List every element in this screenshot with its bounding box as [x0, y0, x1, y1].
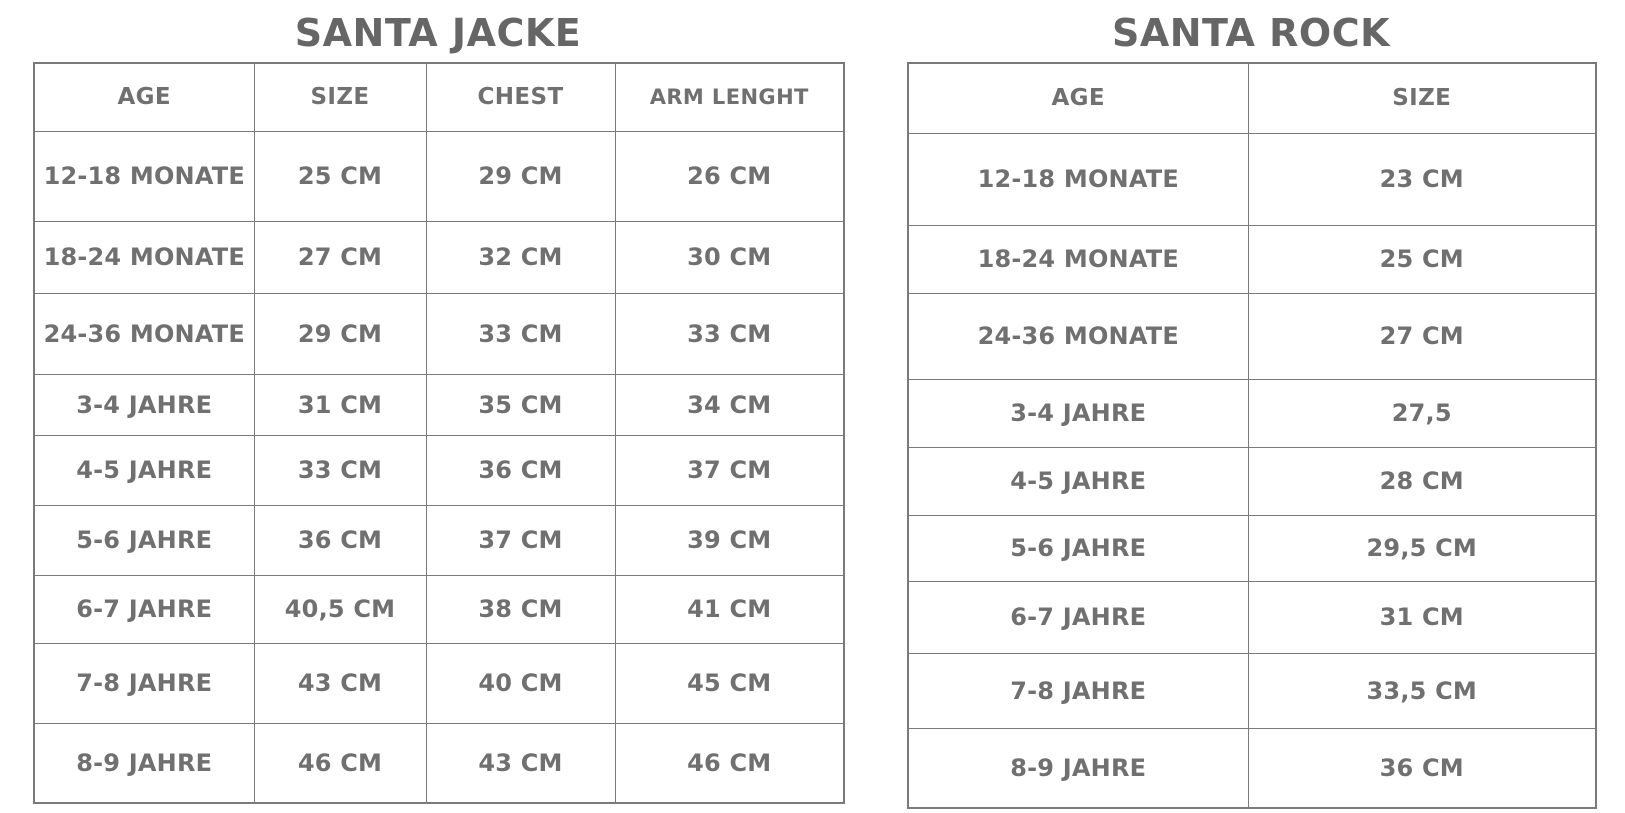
- header-chest: CHEST: [426, 63, 615, 131]
- size-cell: 29 CM: [254, 293, 426, 374]
- table-row: [34, 723, 844, 803]
- table-header-row: [908, 63, 1596, 133]
- size-cell: 27,5: [1248, 379, 1596, 447]
- table-row: [34, 575, 844, 643]
- age-cell: 6-7 JAHRE: [34, 575, 254, 643]
- chest-cell: 40 CM: [426, 643, 615, 723]
- table-row: [908, 379, 1596, 447]
- table-row: [908, 225, 1596, 293]
- size-cell: 25 CM: [254, 131, 426, 221]
- size-cell: 40,5 CM: [254, 575, 426, 643]
- table-row: [908, 728, 1596, 808]
- size-cell: 36 CM: [254, 505, 426, 575]
- size-cell: 46 CM: [254, 723, 426, 803]
- arm-length-cell: 46 CM: [615, 723, 844, 803]
- header-age: AGE: [908, 63, 1248, 133]
- santa-rock-size-table: [907, 62, 1597, 809]
- size-cell: 36 CM: [1248, 728, 1596, 808]
- arm-length-cell: 34 CM: [615, 374, 844, 435]
- table-row: [908, 293, 1596, 379]
- size-cell: 33 CM: [254, 435, 426, 505]
- size-cell: 31 CM: [254, 374, 426, 435]
- table-row: [908, 653, 1596, 728]
- size-cell: 27 CM: [1248, 293, 1596, 379]
- size-cell: 27 CM: [254, 221, 426, 293]
- age-cell: 3-4 JAHRE: [908, 379, 1248, 447]
- size-cell: 28 CM: [1248, 447, 1596, 515]
- size-cell: 23 CM: [1248, 133, 1596, 225]
- arm-length-cell: 33 CM: [615, 293, 844, 374]
- size-cell: 43 CM: [254, 643, 426, 723]
- age-cell: 5-6 JAHRE: [908, 515, 1248, 581]
- chest-cell: 35 CM: [426, 374, 615, 435]
- size-cell: 25 CM: [1248, 225, 1596, 293]
- table-row: [34, 131, 844, 221]
- age-cell: 7-8 JAHRE: [34, 643, 254, 723]
- table-header-row: [34, 63, 844, 131]
- header-size: SIZE: [254, 63, 426, 131]
- santa-jacke-title: SANTA JACKE: [294, 11, 582, 55]
- arm-length-cell: 26 CM: [615, 131, 844, 221]
- chest-cell: 38 CM: [426, 575, 615, 643]
- table-row: [34, 643, 844, 723]
- table-row: [908, 133, 1596, 225]
- age-cell: 4-5 JAHRE: [34, 435, 254, 505]
- header-arm-length: ARM LENGHT: [615, 63, 844, 131]
- santa-jacke-size-table: [33, 62, 845, 804]
- arm-length-cell: 37 CM: [615, 435, 844, 505]
- santa-jacke-section: [33, 0, 843, 813]
- age-cell: 12-18 MONATE: [908, 133, 1248, 225]
- age-cell: 18-24 MONATE: [34, 221, 254, 293]
- age-cell: 8-9 JAHRE: [34, 723, 254, 803]
- arm-length-cell: 39 CM: [615, 505, 844, 575]
- age-cell: 4-5 JAHRE: [908, 447, 1248, 515]
- age-cell: 24-36 MONATE: [908, 293, 1248, 379]
- chest-cell: 33 CM: [426, 293, 615, 374]
- age-cell: 18-24 MONATE: [908, 225, 1248, 293]
- table-row: [34, 435, 844, 505]
- table-row: [908, 581, 1596, 653]
- age-cell: 6-7 JAHRE: [908, 581, 1248, 653]
- chest-cell: 43 CM: [426, 723, 615, 803]
- arm-length-cell: 30 CM: [615, 221, 844, 293]
- chest-cell: 37 CM: [426, 505, 615, 575]
- header-size: SIZE: [1248, 63, 1596, 133]
- size-cell: 31 CM: [1248, 581, 1596, 653]
- age-cell: 5-6 JAHRE: [34, 505, 254, 575]
- size-cell: 33,5 CM: [1248, 653, 1596, 728]
- header-age: AGE: [34, 63, 254, 131]
- age-cell: 24-36 MONATE: [34, 293, 254, 374]
- chest-cell: 36 CM: [426, 435, 615, 505]
- table-row: [34, 293, 844, 374]
- chest-cell: 29 CM: [426, 131, 615, 221]
- table-row: [34, 374, 844, 435]
- age-cell: 12-18 MONATE: [34, 131, 254, 221]
- age-cell: 7-8 JAHRE: [908, 653, 1248, 728]
- santa-rock-section: [907, 0, 1595, 813]
- chest-cell: 32 CM: [426, 221, 615, 293]
- arm-length-cell: 41 CM: [615, 575, 844, 643]
- size-cell: 29,5 CM: [1248, 515, 1596, 581]
- table-row: [908, 447, 1596, 515]
- age-cell: 8-9 JAHRE: [908, 728, 1248, 808]
- table-row: [908, 515, 1596, 581]
- arm-length-cell: 45 CM: [615, 643, 844, 723]
- table-row: [34, 505, 844, 575]
- age-cell: 3-4 JAHRE: [34, 374, 254, 435]
- santa-rock-title: SANTA ROCK: [1111, 11, 1391, 55]
- table-row: [34, 221, 844, 293]
